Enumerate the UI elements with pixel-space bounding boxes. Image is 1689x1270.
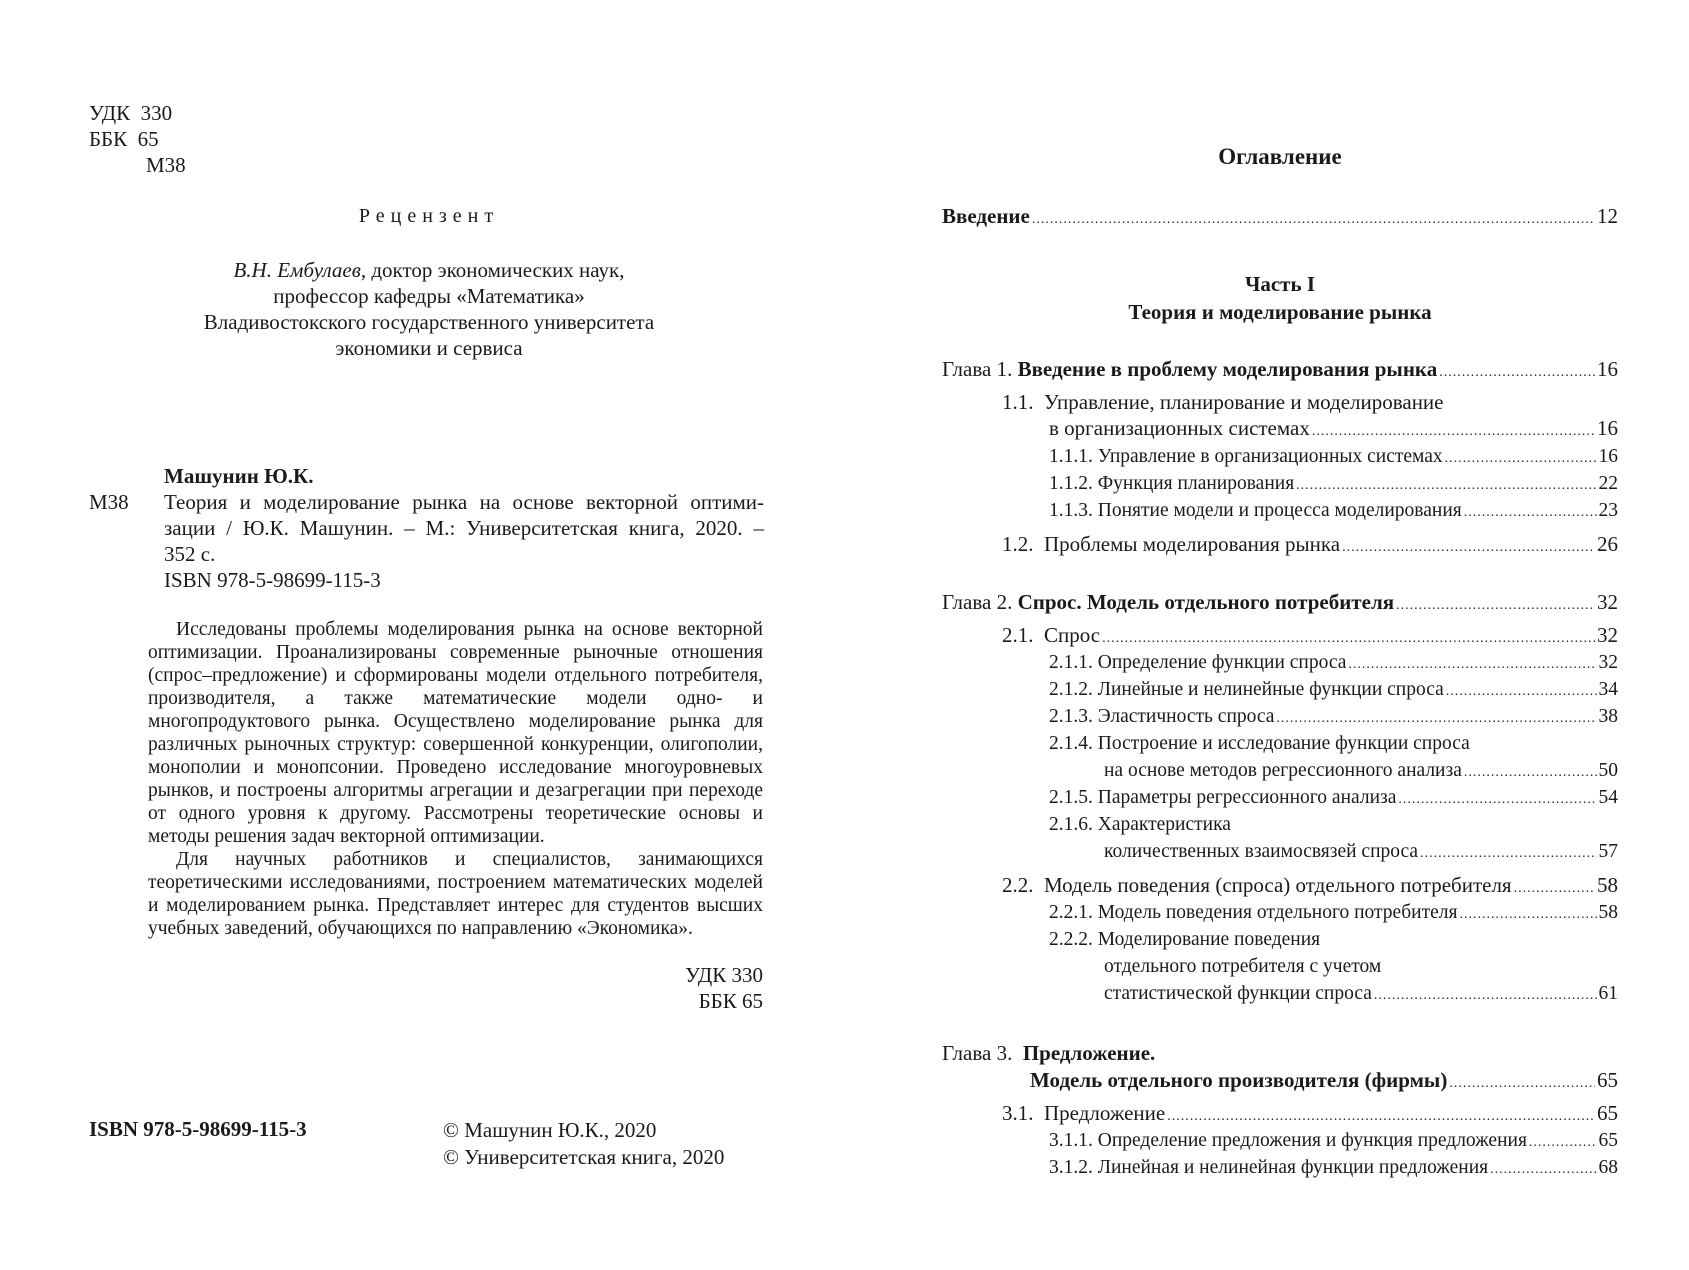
toc-entry-2-1-4-cont[interactable]: на основе методов регрессионного анализа ..... 50 [1104, 758, 1618, 786]
toc-entry-2-1-5[interactable]: 2.1.5. Параметры регрессионного анализа ..... 54 [1049, 785, 1618, 813]
toc-entry-1-1-2[interactable]: 1.1.2. Функция планирования ..... 22 [1049, 471, 1618, 499]
toc-entry-chapter-1[interactable]: Глава 1. Введение в проблему моделирования рынка ..... 16 [942, 356, 1618, 386]
toc-entry-2-2-1[interactable]: 2.2.1. Модель поведения отдельного потребителя ..... 58 [1049, 900, 1618, 928]
toc-entry-2-1[interactable]: 2.1. Спрос ..... 32 [1002, 622, 1618, 652]
toc-entry-1-1-3[interactable]: 1.1.3. Понятие модели и процесса моделирования ..... 23 [1049, 498, 1618, 526]
toc-entry-2-1-4[interactable]: 2.1.4. Построение и исследование функции спроса [1049, 733, 1470, 754]
toc-entry-3-1[interactable]: 3.1. Предложение ..... 65 [1002, 1100, 1618, 1130]
toc-entry-2-1-6-cont[interactable]: количественных взаимосвязей спроса ..... 57 [1104, 839, 1618, 867]
toc-entry-2-2-2-cont2[interactable]: статистической функции спроса ..... 61 [1104, 981, 1618, 1009]
toc-entry-2-2[interactable]: 2.2. Модель поведения (спроса) отдельного потребителя ..... 58 [1002, 872, 1618, 902]
toc-entry-1-2[interactable]: 1.2. Проблемы моделирования рынка ..... 26 [1002, 531, 1618, 561]
toc-entry-2-2-2[interactable]: 2.2.2. Моделирование поведения [1049, 929, 1321, 950]
isbn-bottom: ISBN 978-5-98699-115-3 [89, 1117, 307, 1141]
toc-entry-1-1-1[interactable]: 1.1.1. Управление в организационных системах ..... 16 [1049, 444, 1618, 472]
bbk-code: ББК 65 [89, 127, 159, 151]
annotation: Исследованы проблемы моделирования рынка на основе векторной оптимизации. Проанализированы современные рыночные отношения (спрос–предложение) и сформированы модели отдельного потребителя, производителя, а также математические модели одно- и многопродуктового рынка. Осуществлено моделирование рынка для различных рыночных структур: совершенной конкуренции, олигополии, монополии и монопсонии. Проведено исследование многоуровневых рынков, и построены алгоритмы агрегации и дезагрегации при переходе от одного уровня к другому. Рассмотрены теоретические основы и методы решения задач векторной оптимизации. Для научных работников и специалистов, занимающихся теоретическими исследованиями, построением математических моделей и моделированием рынка. Представляет интерес для студентов высших учебных заведений, обучающихся по направлению «Экономика». [148, 619, 763, 939]
toc-title: Оглавление [1218, 144, 1342, 169]
toc-entry-3-1-2[interactable]: 3.1.2. Линейная и нелинейная функции предложения ..... 68 [1049, 1155, 1618, 1183]
toc-entry-3-1-1[interactable]: 3.1.1. Определение предложения и функция предложения ..... 65 [1049, 1128, 1618, 1156]
bibliographic-record: Машунин Ю.К. М38 Теория и моделирование рынка на основе векторной оптими- зации / Ю.К. Машунин. – М.: Университетская книга, 2020. – 352 с. ISBN 978-5-98699-115-3 [89, 464, 764, 592]
part-label: Часть I [1244, 272, 1316, 296]
part-title: Теория и моделирование рынка [1128, 300, 1432, 324]
classification-codes-right: УДК 330 ББК 65 [685, 963, 763, 1013]
toc-entry-2-2-2-cont1[interactable]: отдельного потребителя с учетом [1104, 956, 1382, 977]
toc-entry-2-1-6[interactable]: 2.1.6. Характеристика [1049, 814, 1231, 835]
toc-entry-1-1[interactable]: 1.1. Управление, планирование и моделирование [1002, 390, 1444, 414]
reviewer-name: В.Н. Ембулаев [233, 258, 361, 282]
toc-entry-chapter-3-cont[interactable]: Модель отдельного производителя (фирмы) ..... 65 [1030, 1067, 1618, 1097]
toc-entry-2-1-1[interactable]: 2.1.1. Определение функции спроса ..... 32 [1049, 650, 1618, 678]
bib-author: Машунин Ю.К. [164, 464, 314, 488]
toc-entry-chapter-3[interactable]: Глава 3. Предложение. [942, 1041, 1156, 1065]
udk-code: УДК 330 [89, 101, 173, 125]
toc-entry-2-1-3[interactable]: 2.1.3. Эластичность спроса ..... 38 [1049, 704, 1618, 732]
toc-entry-chapter-2[interactable]: Глава 2. Спрос. Модель отдельного потребителя ..... 32 [942, 589, 1618, 619]
toc-entry-1-1-cont[interactable]: в организационных системах ..... 16 [1049, 415, 1618, 445]
author-code: М38 [146, 153, 186, 177]
classification-codes [89, 100, 769, 178]
reviewer-info: В.Н. Ембулаев, доктор экономических наук, профессор кафедры «Математика» Владивостокского государственного университета экономики и сервиса [203, 258, 655, 360]
toc-entry-intro[interactable]: Введение ..... 12 [942, 203, 1618, 233]
bib-isbn: ISBN 978-5-98699-115-3 [164, 568, 381, 592]
toc-entry-2-1-2[interactable]: 2.1.2. Линейные и нелинейные функции спроса ..... 34 [1049, 677, 1618, 705]
reviewer-heading: Рецензент [358, 205, 500, 227]
copyright: © Машунин Ю.К., 2020 © Университетская книга, 2020 [443, 1118, 725, 1169]
